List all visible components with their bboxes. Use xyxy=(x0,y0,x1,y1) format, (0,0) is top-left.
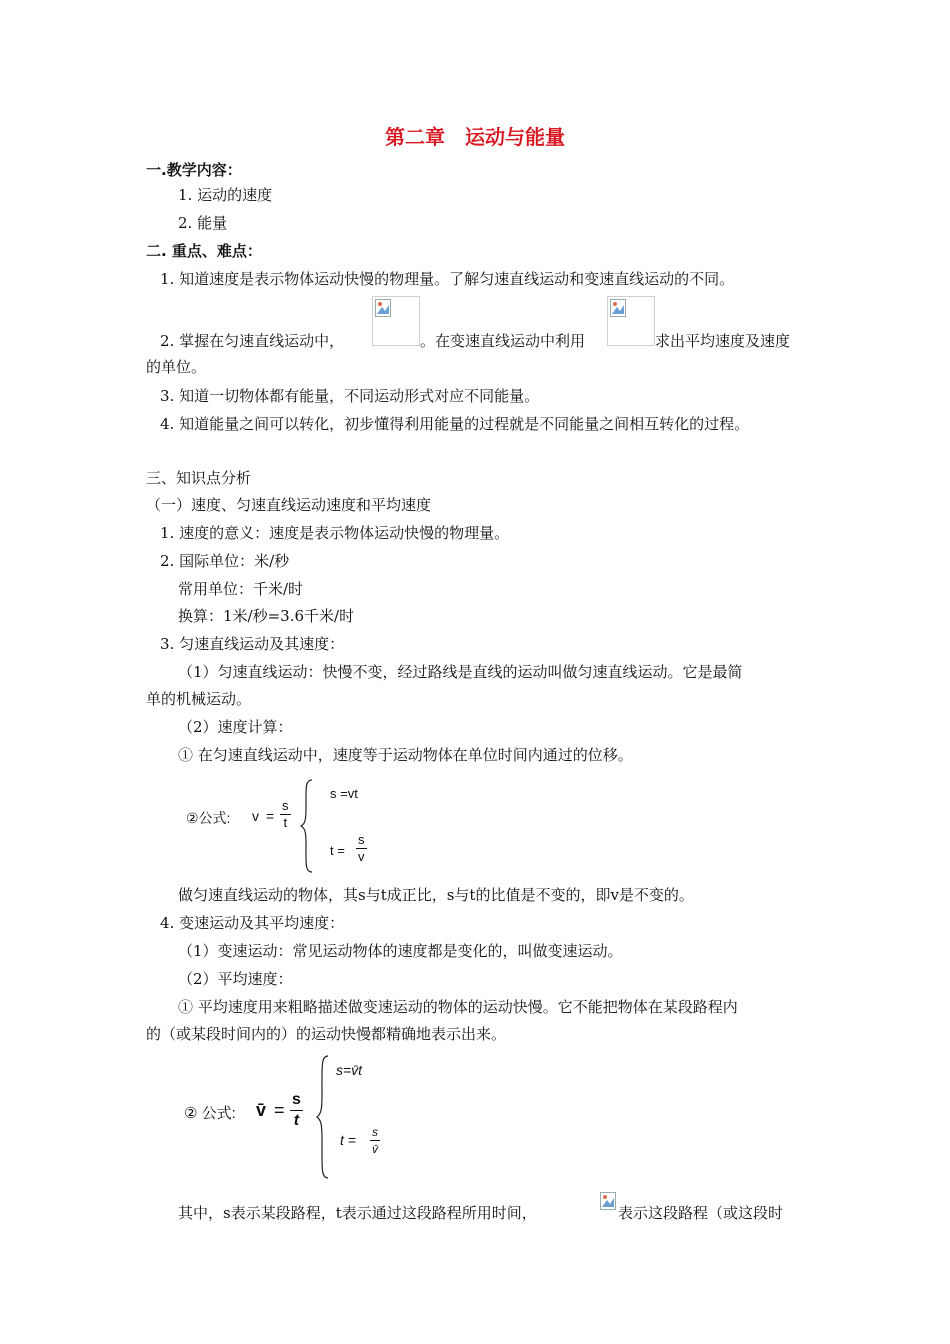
content-item-2: 2. 能量 xyxy=(178,214,228,232)
content-item-1: 1. 运动的速度 xyxy=(178,186,273,204)
point-3-1b: 单的机械运动。 xyxy=(146,690,252,708)
formula-2-fraction xyxy=(290,1090,303,1131)
brace-icon xyxy=(316,1054,330,1180)
keypoint-2a: 2. 掌握在匀速直线运动中， xyxy=(160,332,345,350)
formula-1-row-2-denominator: v xyxy=(358,849,365,864)
keypoint-1: 1. 知道速度是表示物体运动快慢的物理量。了解匀速直线运动和变速直线运动的不同。 xyxy=(160,270,735,288)
formula-block-1 xyxy=(186,776,386,876)
formula-1-label: ②公式: xyxy=(186,810,231,826)
broken-image-icon xyxy=(375,299,391,317)
keypoint-2c: 求出平均速度及速度 xyxy=(655,332,791,350)
formula-1-row-2-lhs: t = xyxy=(330,843,345,858)
keypoint-3: 3. 知道一切物体都有能量，不同运动形式对应不同能量。 xyxy=(160,387,540,405)
formula-1-v: v xyxy=(252,808,259,824)
point-4: 4. 变速运动及其平均速度： xyxy=(160,914,345,932)
formula-1-eq: = xyxy=(266,808,275,824)
formula-image-3 xyxy=(600,1192,618,1214)
formula-2-row-2-fraction xyxy=(370,1124,380,1157)
point-4-2-1a: ① 平均速度用来粗略描述做变速运动的物体的运动快慢。它不能把物体在某段路程内 xyxy=(178,998,738,1016)
broken-image-icon xyxy=(600,1192,616,1210)
point-3-2: （2）速度计算： xyxy=(178,718,293,736)
section-3-heading: 三、知识点分析 xyxy=(146,469,252,487)
formula-2-eq: = xyxy=(274,1100,285,1120)
keypoint-4: 4. 知道能量之间可以转化，初步懂得利用能量的过程就是不同能量之间相互转化的过程。 xyxy=(160,415,750,433)
broken-image-icon xyxy=(610,299,626,317)
unit-conversion: 换算：1米/秒=3.6千米/时 xyxy=(178,607,355,625)
formula-2-row-2-denominator: v̄ xyxy=(372,1142,378,1156)
point-1: 1. 速度的意义：速度是表示物体运动快慢的物理量。 xyxy=(160,524,510,542)
section-2-heading: 二. 重点、难点： xyxy=(146,242,262,260)
formula-1-row-1: s =vt xyxy=(330,786,358,801)
formula-1-denominator: t xyxy=(283,815,288,830)
point-3: 3. 匀速直线运动及其速度： xyxy=(160,635,345,653)
keypoint-2b: 。在变速直线运动中利用 xyxy=(420,332,586,350)
point-4-2-1b: 的（或某段时间内的）的运动快慢都精确地表示出来。 xyxy=(146,1025,507,1043)
formula-1-numerator: s xyxy=(282,798,289,813)
point-2: 2. 国际单位：米/秒 xyxy=(160,552,290,570)
formula-image-2 xyxy=(607,296,655,346)
formula-1-fraction xyxy=(280,798,291,831)
point-4-2: （2）平均速度： xyxy=(178,970,293,988)
formula-2-row-1: s=v̄t xyxy=(336,1062,363,1078)
formula-1-row-2-numerator: s xyxy=(358,832,365,847)
formula-2-row-2-lhs: t = xyxy=(340,1132,356,1148)
formula-2-row-2-numerator: s xyxy=(372,1125,378,1139)
point-3-1a: （1）匀速直线运动：快慢不变，经过路线是直线的运动叫做匀速直线运动。它是最简 xyxy=(178,663,743,681)
formula-2-denominator: t xyxy=(293,1112,300,1129)
point-3-2-1: ① 在匀速直线运动中，速度等于运动物体在单位时间内通过的位移。 xyxy=(178,746,633,764)
point-4-2-2a: 其中，s表示某段路程，t表示通过这段路程所用时间， xyxy=(178,1204,537,1222)
formula-image-1 xyxy=(372,296,420,346)
formula-2-v: v̄ xyxy=(256,1100,267,1120)
brace-icon xyxy=(300,778,314,874)
section-1-heading: 一.教学内容： xyxy=(146,161,242,179)
point-3-3: 做匀速直线运动的物体，其s与t成正比，s与t的比值是不变的，即v是不变的。 xyxy=(178,886,694,904)
formula-2-numerator: s xyxy=(290,1090,303,1111)
subsection-1-heading: （一）速度、匀速直线运动速度和平均速度 xyxy=(146,496,432,514)
point-4-2-2b: 表示这段路程（或这段时 xyxy=(618,1204,784,1222)
formula-2-label: ② 公式: xyxy=(184,1105,236,1122)
point-4-1: （1）变速运动：常见运动物体的速度都是变化的，叫做变速运动。 xyxy=(178,942,623,960)
common-unit: 常用单位：千米/时 xyxy=(178,580,304,598)
formula-1-row-2-fraction xyxy=(356,832,367,865)
page-title: 第二章 运动与能量 xyxy=(385,125,565,149)
formula-block-2 xyxy=(184,1052,414,1182)
keypoint-2d: 的单位。 xyxy=(146,358,207,376)
